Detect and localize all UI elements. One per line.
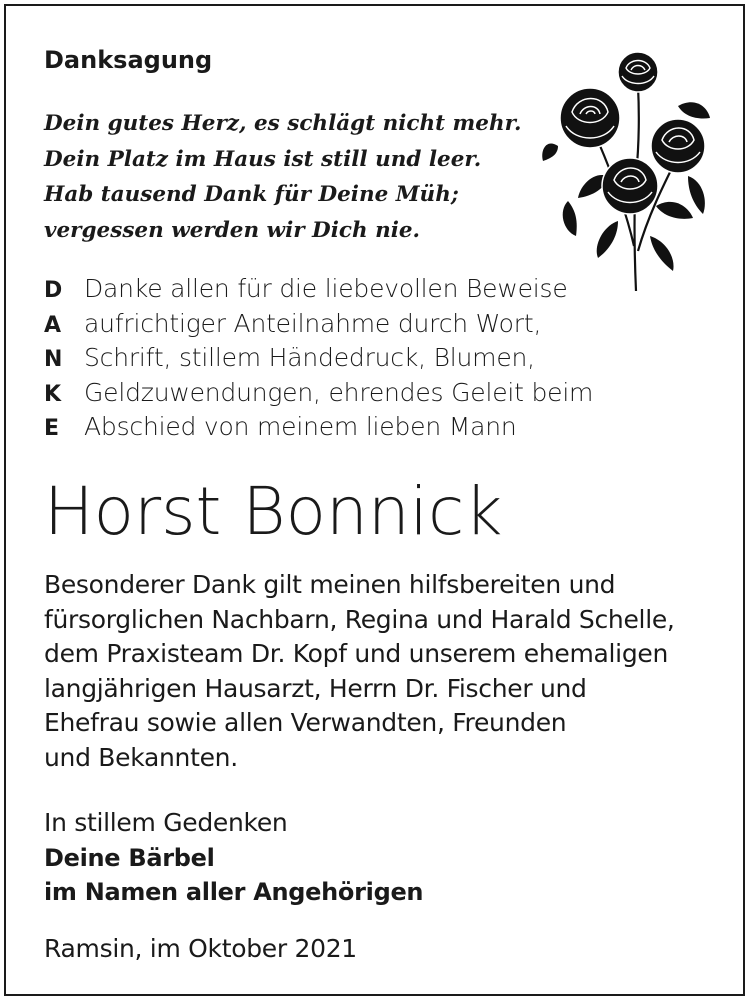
- acrostic-text: Geldzuwendungen, ehrendes Geleit beim: [84, 377, 594, 407]
- notice-frame: [4, 4, 745, 996]
- acrostic-text: Danke allen für die liebevollen Beweise: [84, 274, 568, 303]
- acrostic-text: Abschied von meinem lieben Mann: [84, 412, 517, 441]
- closing-signature: [44, 806, 423, 910]
- poem-line: Dein Platz im Haus ist still und leer.: [44, 146, 482, 172]
- roses-bouquet-icon: [538, 46, 713, 296]
- paragraph-line: fürsorglichen Nachbarn, Regina und Harald Schelle,: [44, 604, 675, 634]
- paragraph-line: Besonderer Dank gilt meinen hilfsbereiten und: [44, 570, 616, 599]
- closing-line: In stillem Gedenken: [44, 808, 288, 837]
- acrostic-row: [44, 343, 593, 378]
- acrostic-letter: E: [44, 416, 60, 441]
- acrostic-letter: A: [44, 312, 62, 338]
- acrostic-row: [44, 378, 593, 413]
- acrostic-list: [44, 274, 593, 447]
- paragraph-line: dem Praxisteam Dr. Kopf und unserem ehemaligen: [44, 639, 669, 668]
- acrostic-row: [44, 412, 593, 447]
- acrostic-text: aufrichtiger Anteilnahme durch Wort,: [84, 308, 542, 338]
- signer-relation: im Namen aller Angehörigen: [44, 878, 424, 906]
- acrostic-letter: D: [44, 278, 63, 303]
- signer-name: Deine Bärbel: [44, 843, 215, 872]
- thanks-paragraph: [44, 568, 675, 775]
- acrostic-row: [44, 274, 593, 309]
- poem-line: Dein gutes Herz, es schlägt nicht mehr.: [44, 111, 522, 136]
- paragraph-line: langjährigen Hausarzt, Herrn Dr. Fischer und: [44, 673, 587, 703]
- deceased-name: Horst Bonnick: [44, 473, 503, 550]
- poem: [44, 106, 521, 248]
- poem-line: vergessen werden wir Dich nie.: [44, 217, 421, 243]
- acrostic-letter: N: [44, 347, 63, 372]
- poem-line: Hab tausend Dank für Deine Müh;: [44, 182, 459, 207]
- dateline: Ramsin, im Oktober 2021: [44, 934, 357, 963]
- paragraph-line: Ehefrau sowie allen Verwandten, Freunden: [44, 708, 567, 737]
- acrostic-row: [44, 309, 593, 344]
- acrostic-letter: K: [44, 381, 62, 407]
- paragraph-line: und Bekannten.: [44, 742, 238, 772]
- acrostic-text: Schrift, stillem Händedruck, Blumen,: [84, 343, 535, 372]
- notice-heading: Danksagung: [44, 46, 213, 74]
